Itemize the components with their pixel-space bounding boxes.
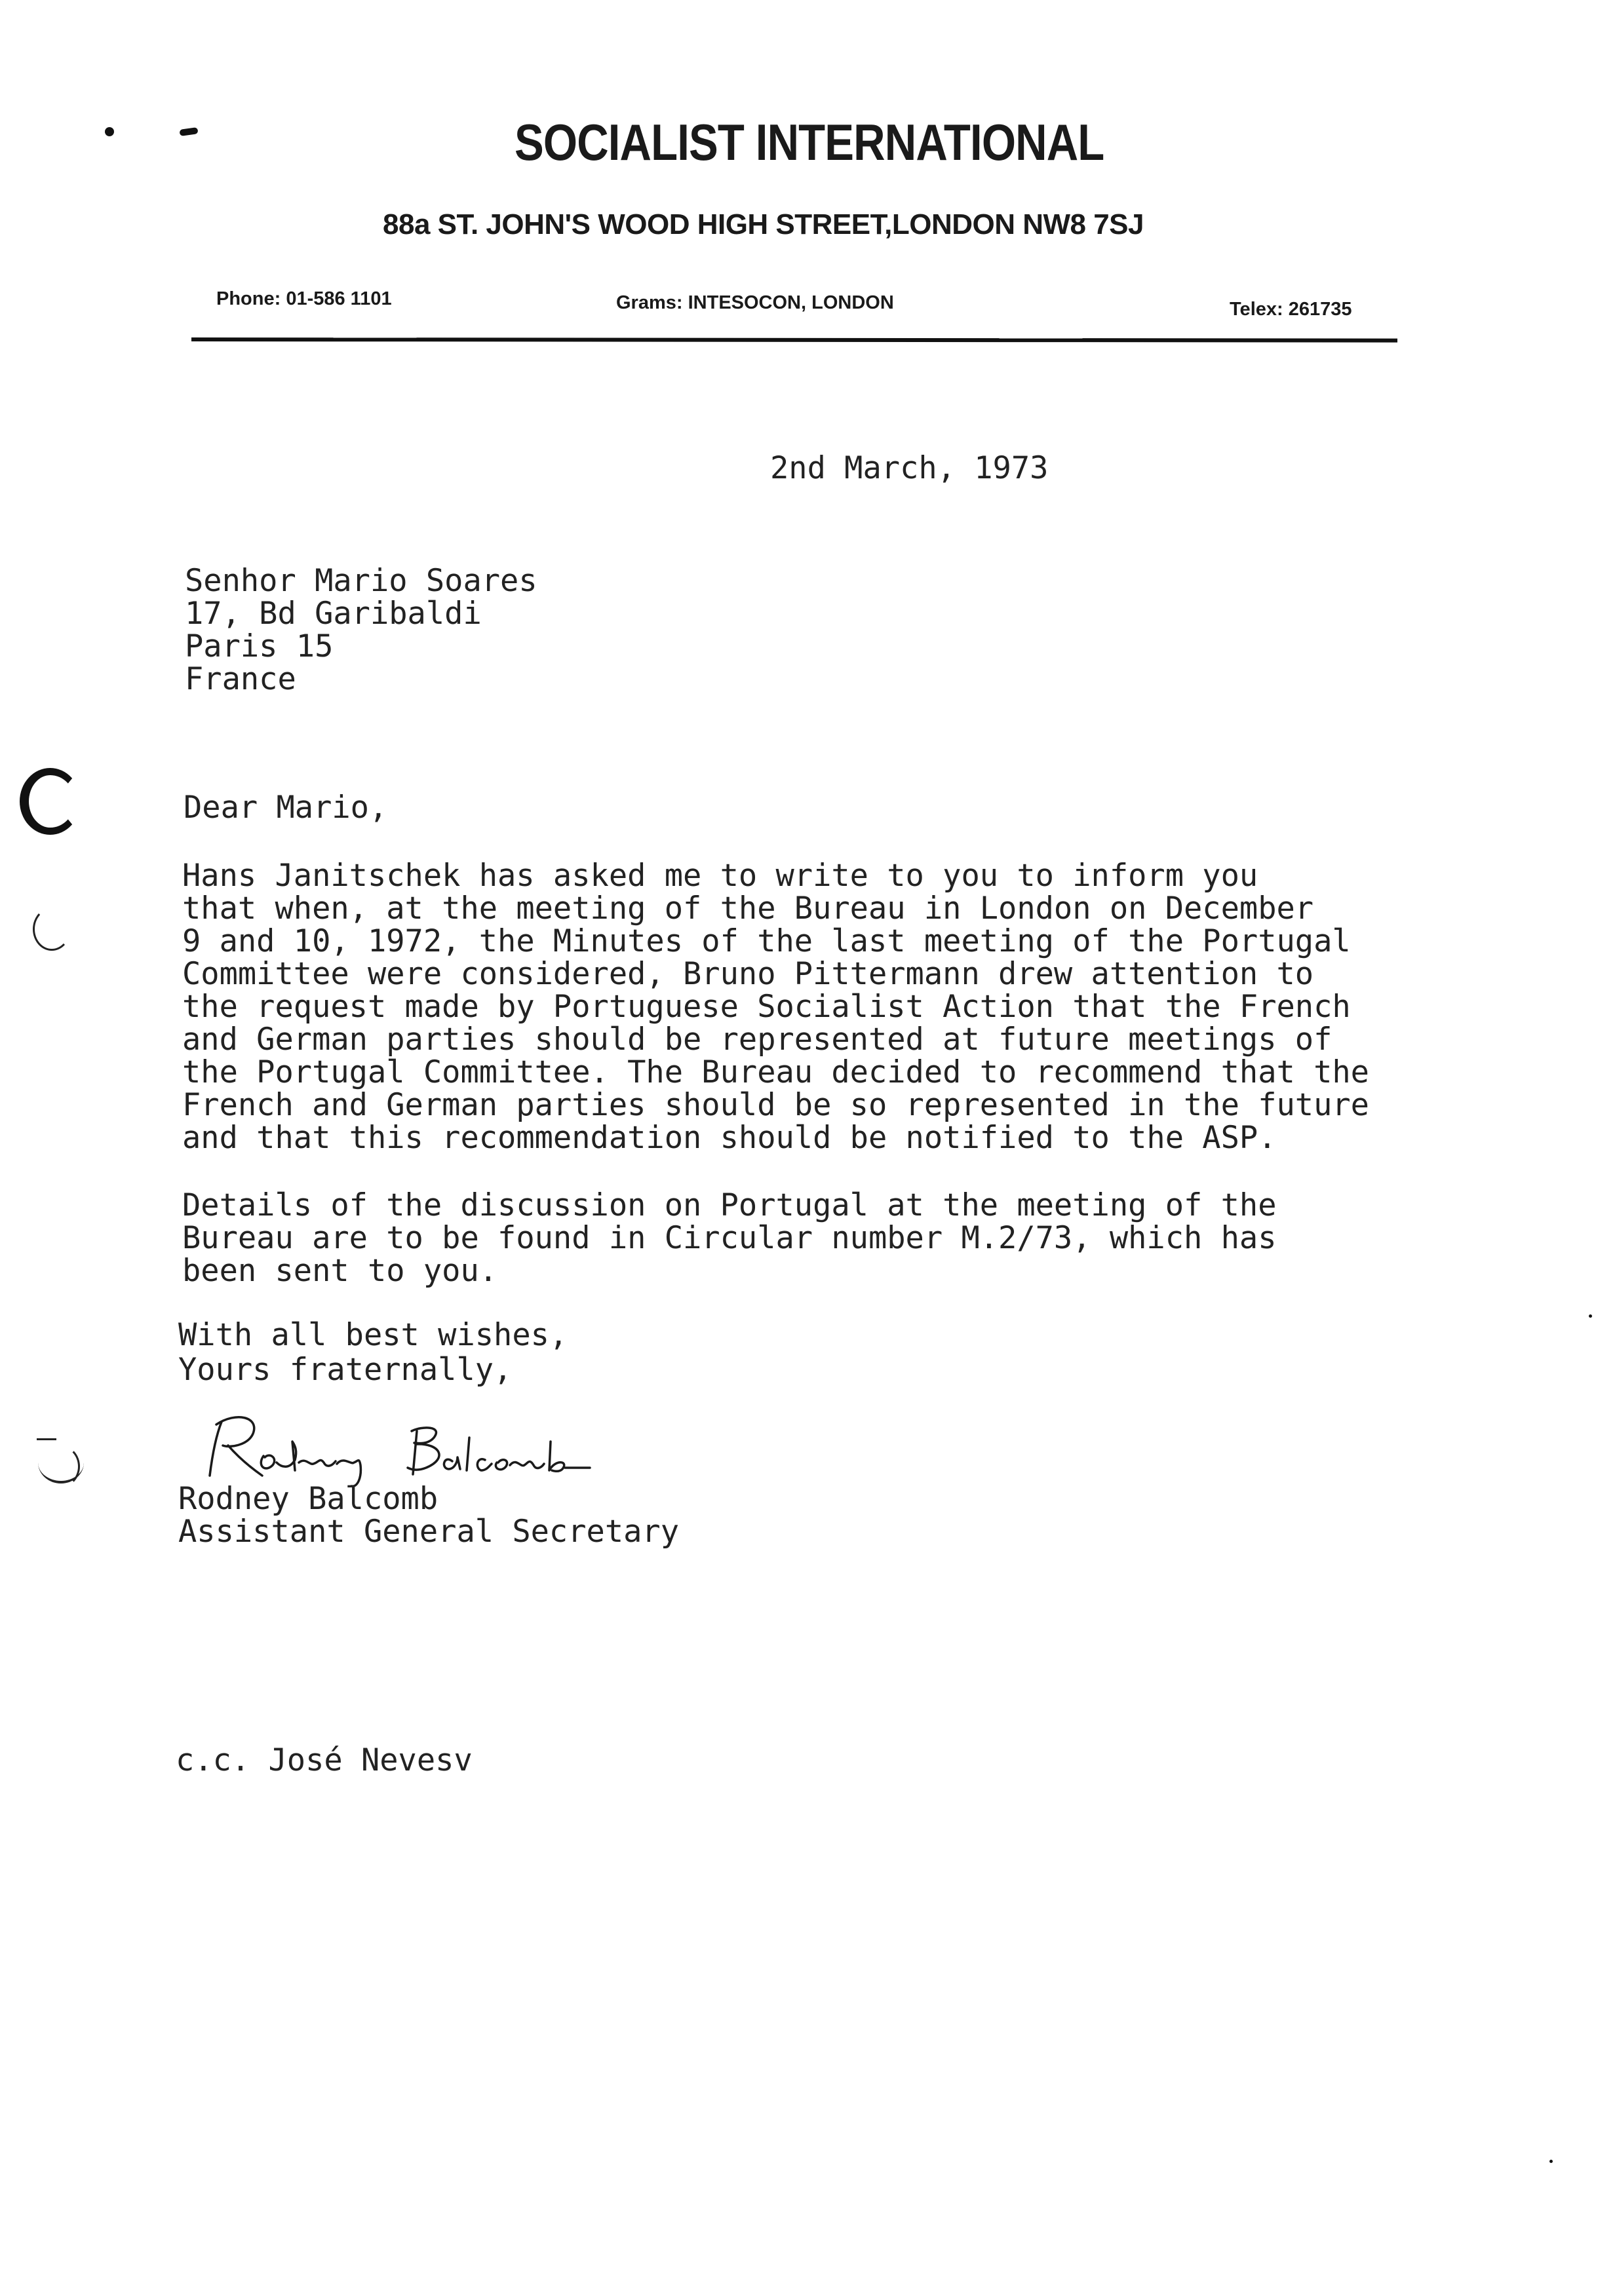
scan-dot-mark bbox=[105, 127, 114, 136]
closing-line: Yours fraternally, bbox=[178, 1352, 513, 1388]
body-line: the Portugal Committee. The Bureau decided to recommend that the bbox=[182, 1054, 1369, 1090]
body-line: been sent to you. bbox=[182, 1253, 498, 1289]
recipient-street: 17, Bd Garibaldi bbox=[185, 596, 482, 632]
body-line: Hans Janitschek has asked me to write to you to inform you bbox=[182, 858, 1258, 894]
body-line: 9 and 10, 1972, the Minutes of the last meeting of the Portugal bbox=[182, 923, 1351, 959]
signatory-name: Rodney Balcomb bbox=[178, 1481, 438, 1517]
body-line: Details of the discussion on Portugal at the meeting of the bbox=[182, 1187, 1277, 1223]
salutation: Dear Mario, bbox=[184, 790, 388, 826]
scan-tick-mark bbox=[37, 1438, 56, 1440]
letterhead-rule bbox=[191, 337, 1397, 343]
organization-name: SOCIALIST INTERNATIONAL bbox=[515, 113, 1104, 171]
scan-curve-mark bbox=[33, 908, 71, 951]
organization-address: 88a ST. JOHN'S WOOD HIGH STREET,LONDON NW8 7SJ bbox=[383, 208, 1144, 240]
scan-bracket-mark bbox=[20, 768, 81, 835]
body-line: Bureau are to be found in Circular number M.2/73, which has bbox=[182, 1220, 1277, 1256]
body-line: the request made by Portuguese Socialist Action that the French bbox=[182, 989, 1351, 1025]
telegram-address: Grams: INTESOCON, LONDON bbox=[616, 292, 894, 313]
recipient-name: Senhor Mario Soares bbox=[185, 563, 537, 599]
body-line: French and German parties should be so represented in the future bbox=[182, 1087, 1369, 1123]
letter-date: 2nd March, 1973 bbox=[770, 450, 1049, 486]
carbon-copy: c.c. José Nevesv bbox=[176, 1742, 473, 1778]
body-line: Committee were considered, Bruno Pittermann drew attention to bbox=[182, 956, 1314, 992]
scan-speck bbox=[1549, 2160, 1553, 2163]
recipient-country: France bbox=[185, 661, 296, 697]
scan-speck bbox=[1589, 1314, 1592, 1318]
signatory-title: Assistant General Secretary bbox=[178, 1514, 680, 1550]
body-line: and that this recommendation should be notified to the ASP. bbox=[182, 1120, 1277, 1156]
recipient-city: Paris 15 bbox=[185, 628, 334, 664]
body-line: that when, at the meeting of the Bureau in London on December bbox=[182, 890, 1314, 927]
body-line: and German parties should be represented at future meetings of bbox=[182, 1022, 1333, 1058]
closing-line: With all best wishes, bbox=[178, 1317, 568, 1353]
scan-arc-mark bbox=[38, 1442, 84, 1483]
phone-number: Phone: 01-586 1101 bbox=[216, 288, 392, 309]
telex-number: Telex: 261735 bbox=[1230, 299, 1352, 320]
scan-arrow-mark bbox=[179, 127, 198, 136]
handwritten-signature bbox=[197, 1402, 642, 1487]
